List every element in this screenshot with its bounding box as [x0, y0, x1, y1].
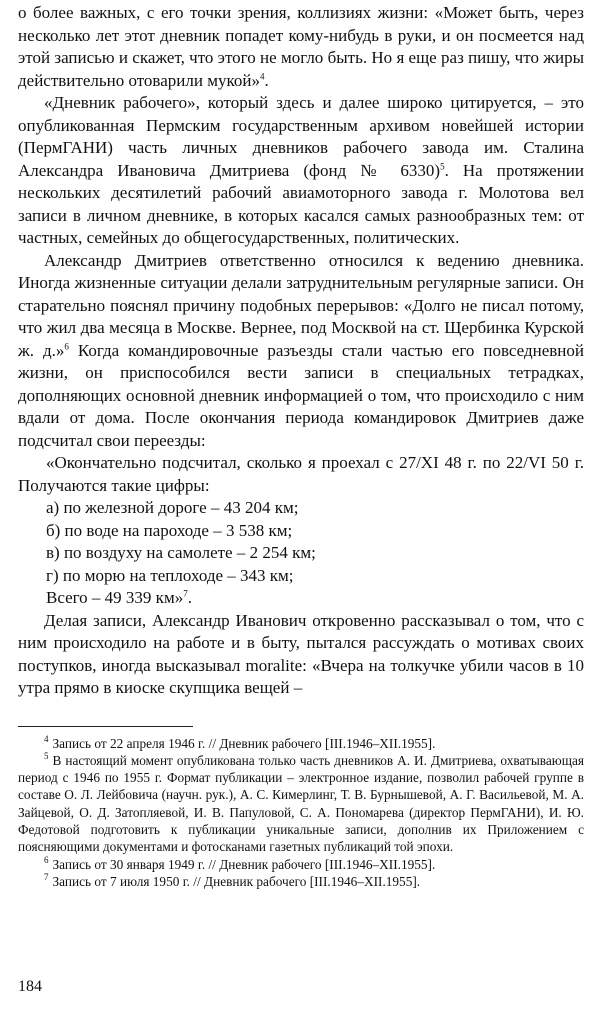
footnote-ref-6[interactable]: 6 — [64, 340, 69, 351]
page-number: 184 — [18, 978, 42, 995]
footnote-ref-5[interactable]: 5 — [440, 160, 445, 171]
quote-line-rail: а) по железной дороге – 43 204 км; — [46, 498, 299, 517]
footnote-6: $^6$ Запись от 30 января 1949 г. // Дневник рабочего [III.1946–XII.1955]. — [44, 855, 436, 872]
footnote-7: $^7$ Запись от 7 июля 1950 г. // Дневник рабочего [III.1946–XII.1955]. — [44, 872, 421, 889]
page-body — [18, 2, 584, 890]
paragraph-2: «Дневник рабочего», который здесь и далее широко цитируется, – это опубликованная Пермским государственным архивом новейшей истории (ПермГАНИ) часть личных дневников рабочего завода им. Сталина Александра Ивановича Дмитриева (фонд № 6330)$^5$. На протяжении нескольких десятилетий рабочий авиамоторного завода г. Молотова вел записи в личном дневнике, в которых касался самых разнообразных тем: от частных, семейных до общегосударственных, политических. — [18, 93, 584, 247]
paragraph-3: Александр Дмитриев ответственно относился к ведению дневника. Иногда жизненные ситуации делали затруднительным регулярные записи. Он старательно пояснял причину подобных перерывов: «Долго не писал потому, что жил два месяца в Москве. Вернее, под Москвой на ст. Щербинка Курской ж. д.»$^6$ Когда командировочные разъезды стали частью его повседневной жизни, он приспособился вести записи в специальных тетрадках, дополняющих основной дневник информацией о том, что происходило с ним вдали от дома. После окончания периода командировок Дмитриев даже подсчитал свои переезды: — [18, 250, 584, 450]
footnote-divider — [18, 726, 193, 727]
quote-line-sea: г) по морю на теплоходе – 343 км; — [46, 565, 294, 585]
paragraph-1: о более важных, с его точки зрения, коллизиях жизни: «Может быть, через несколько лет этот дневник попадет кому-нибудь в руки, и он посмеется над этой записью и скажет, что этого не могло быть. Но я еще раз пишу, что жиры действительно отоварили мукой»$^4$. — [18, 3, 584, 90]
footnote-5: $^5$ В настоящий момент опубликована только часть дневников А. И. Дмитриева, охватывающая период с 1946 по 1955 г. Формат публикации – электронное издание, позволил рабочей группе в составе О. Л. Лейбовича (научн. рук.), А. С. Кимерлинг, Т. В. Бурнышевой, А. Г. Васильевой, М. А. Зайцевой, О. Д. Затопляевой, И. В. Папуловой, С. А. Пономарева (директор ПермГАНИ), И. Ю. Федотовой подготовить к публикации уникальные записи, дополнив их Приложением с поясняющими документами и фотосканами газетных публикаций той эпохи. — [18, 751, 584, 855]
footnote-4: $^4$ Запись от 22 апреля 1946 г. // Дневник рабочего [III.1946–XII.1955]. — [44, 734, 436, 751]
quote-total: Всего – 49 339 км»$^7$. — [46, 588, 192, 607]
quote-intro: «Окончательно подсчитал, сколько я проехал с 27/XI 48 г. по 22/VI 50 г. Получаются такие цифры: — [18, 453, 584, 495]
quote-line-air: в) по воздуху на самолете – 2 254 км; — [46, 543, 316, 562]
paragraph-4: Делая записи, Александр Иванович откровенно рассказывал о том, что с ним происходило на работе и в быту, пытался рассуждать о мотивах своих поступков, иногда высказывал moralite: «Вчера на толкучке убили часов в 10 утра прямо в киоске скупщика вещей – — [18, 610, 584, 697]
quote-line-water: б) по воде на пароходе – 3 538 км; — [46, 520, 293, 540]
footnote-ref-4[interactable]: 4 — [259, 70, 265, 81]
footnote-ref-7[interactable]: 7 — [183, 588, 188, 599]
